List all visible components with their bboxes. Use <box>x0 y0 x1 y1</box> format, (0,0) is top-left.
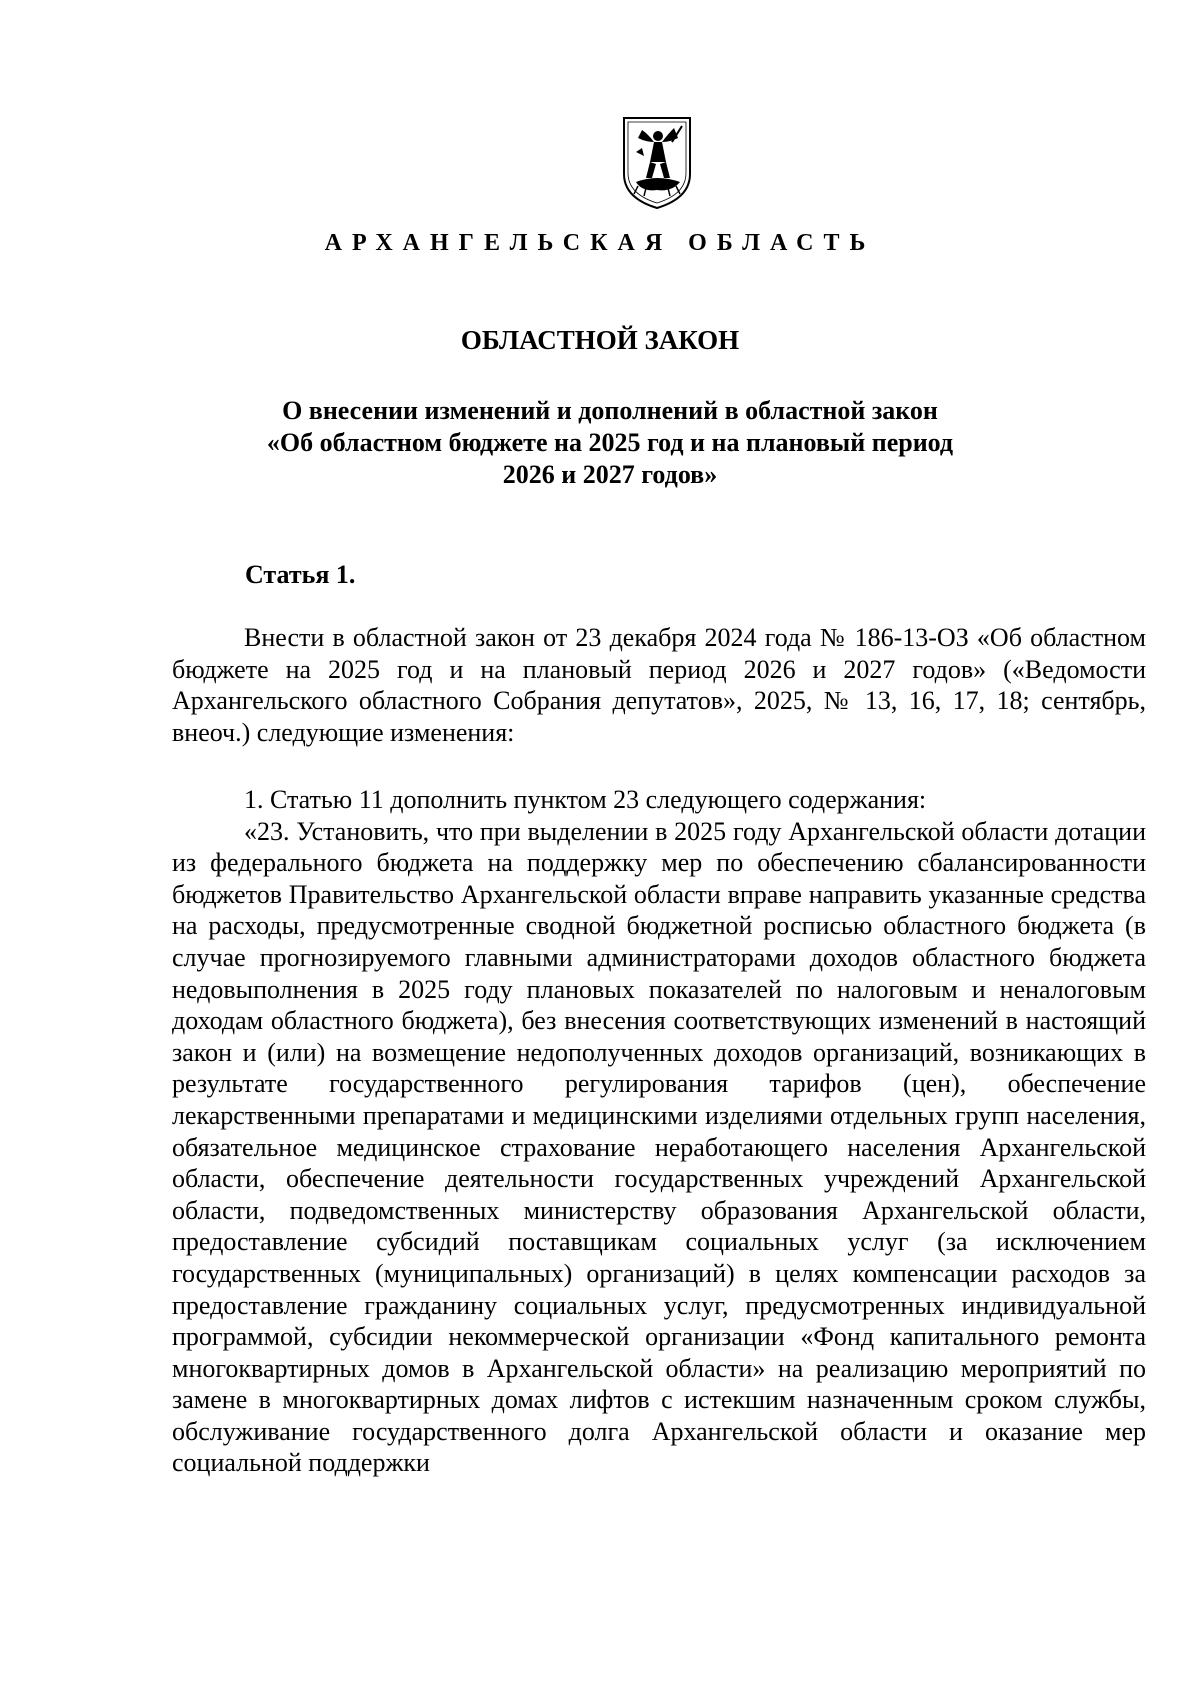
amendment-text-paragraph: «23. Установить, что при выделении в 2025 году Архангельской области дотации из федерального бюджета на поддержку мер по обеспечению сбалансированности бюджетов Правительство Архангельской области вправе направить указанные средства на расходы, предусмотренные сводной бюджетной росписью областного бюджета (в случае прогнозируемого главными администраторами доходов областного бюджета недовыполнения в 2025 году плановых показателей по налоговым и неналоговым доходам областного бюджета), без внесения соответствующих изменений в настоящий закон и (или) на возмещение недополученных доходов организаций, возникающих в результате государственного регулирования тарифов (цен), обеспечение лекарственными препаратами и медицинскими изделиями отдельных групп населения, обязательное медицинское страхование неработающего населения Архангельской области, обеспечение деятельности государственных учреждений Архангельской области, подведомственных министерству образования Архангельской области, предоставление субсидий поставщикам социальных услуг (за исключением государственных (муниципальных) организаций) в целях компенсации расходов за предоставление гражданину социальных услуг, предусмотренных индивидуальной программой, субсидии некоммерческой организации «Фонд капитального ремонта многоквартирных домов в Архангельской области» на реализацию мероприятий по замене в многоквартирных домах лифтов с истекшим назначенным сроком службы, обслуживание государственного долга Архангельской области и оказание мер социальной поддержки <box>172 816 1146 1478</box>
coat-of-arms-icon <box>612 112 702 212</box>
amendment-item-paragraph: 1. Статью 11 дополнить пунктом 23 следующего содержания: <box>244 785 927 814</box>
article-body <box>172 622 1146 748</box>
law-title-line: «Об областном бюджете на 2025 год и на плановый период <box>266 428 954 457</box>
law-title-line: О внесении изменений и дополнений в областной закон <box>282 396 938 425</box>
document-type: ОБЛАСТНОЙ ЗАКОН <box>460 325 740 355</box>
article-intro-paragraph: Внести в областной закон от 23 декабря 2024 года № 186-13-ОЗ «Об областном бюджете на 2025 год и на плановый период 2026 и 2027 годов» («Ведомости Архангельского областного Собрания депутатов», 2025, № 13, 16, 17, 18; сентябрь, внеоч.) следующие изменения: <box>172 623 1146 747</box>
law-title-line: 2026 и 2027 годов» <box>502 460 718 489</box>
amendment-section <box>172 784 1146 1479</box>
law-title <box>220 395 1000 491</box>
region-name: АРХАНГЕЛЬСКАЯ ОБЛАСТЬ <box>324 230 876 256</box>
article-heading: Статья 1. <box>245 560 356 589</box>
